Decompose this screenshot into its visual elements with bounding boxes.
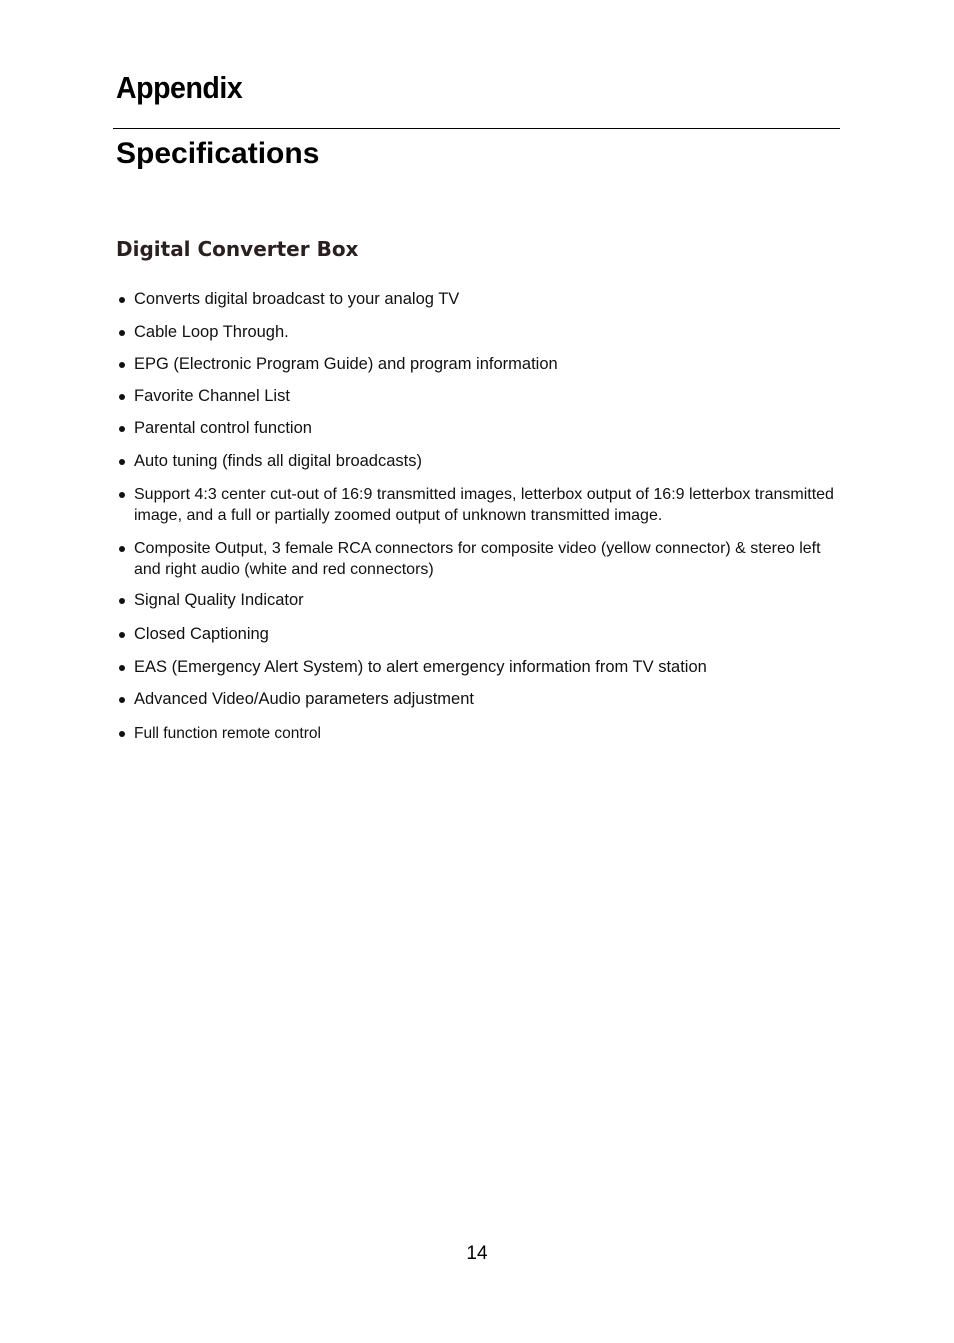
list-item [116, 451, 851, 472]
list-item-text: Closed Captioning [134, 625, 269, 643]
list-item [116, 289, 851, 310]
bullet-icon [119, 546, 125, 552]
subsection-title: Digital Converter Box [116, 237, 359, 261]
list-item-text: Auto tuning (finds all digital broadcasts) [134, 452, 422, 470]
title-divider [113, 128, 840, 129]
page-number: 14 [466, 1243, 488, 1264]
list-item [116, 322, 851, 343]
bullet-icon [119, 362, 125, 368]
bullet-icon [119, 492, 125, 498]
bullet-icon [119, 426, 125, 432]
chapter-title: Appendix [116, 70, 243, 105]
list-item-text: Parental control function [134, 419, 312, 437]
list-item-text: EPG (Electronic Program Guide) and program information [134, 355, 558, 373]
list-item-text: Support 4:3 center cut-out of 16:9 transmitted images, letterbox output of 16:9 letterbox transmitted image, and a full or partially zoomed output of unknown transmitted image. [134, 486, 834, 524]
list-item-text: EAS (Emergency Alert System) to alert emergency information from TV station [134, 658, 707, 676]
list-item-text: Converts digital broadcast to your analog TV [134, 290, 460, 308]
list-item [116, 723, 851, 744]
list-item [116, 689, 851, 710]
bullet-icon [119, 394, 125, 400]
bullet-icon [119, 632, 125, 638]
list-item [116, 354, 851, 375]
bullet-icon [119, 598, 125, 604]
bullet-icon [119, 731, 125, 737]
bullet-icon [119, 459, 125, 465]
list-item [116, 418, 851, 439]
bullet-icon [119, 697, 125, 703]
list-item-text: Signal Quality Indicator [134, 591, 304, 609]
list-item [116, 657, 851, 678]
bullet-icon [119, 665, 125, 671]
list-item-text: Full function remote control [134, 725, 321, 742]
list-item [116, 386, 851, 407]
bullet-icon [119, 330, 125, 336]
list-item [116, 484, 851, 526]
list-item-text: Cable Loop Through. [134, 323, 289, 341]
list-item-text: Composite Output, 3 female RCA connectors for composite video (yellow connector) & stereo left and right audio (white and red connectors) [134, 540, 821, 578]
bullet-icon [119, 297, 125, 303]
section-title: Specifications [116, 137, 320, 170]
list-item-text: Advanced Video/Audio parameters adjustment [134, 690, 474, 708]
list-item [116, 590, 851, 611]
list-item-text: Favorite Channel List [134, 387, 290, 405]
list-item [116, 538, 851, 580]
list-item [116, 624, 851, 645]
